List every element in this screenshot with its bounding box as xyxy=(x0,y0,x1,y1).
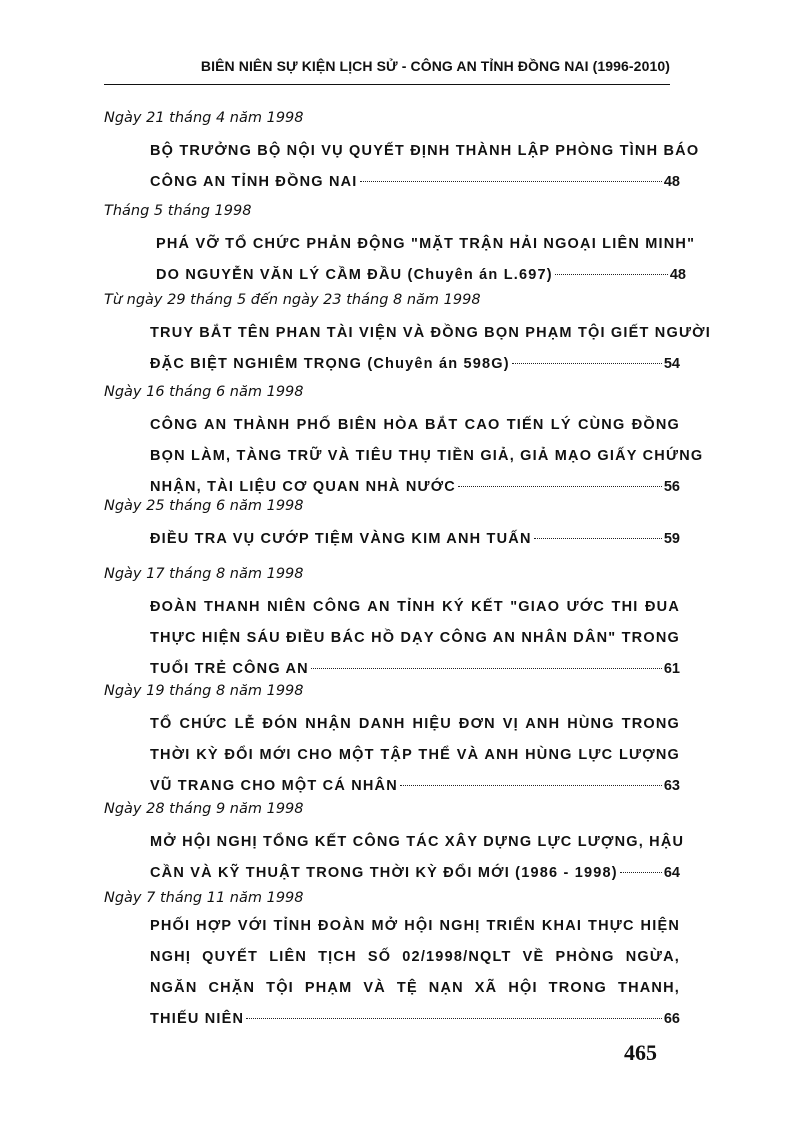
entry-title-line: ĐOÀN THANH NIÊN CÔNG AN TỈNH KÝ KẾT "GIAO ƯỚC THI ĐUA xyxy=(150,599,680,615)
entry-title-last-line: DO NGUYỄN VĂN LÝ CẦM ĐẦU (Chuyên án L.697) xyxy=(156,267,553,283)
entry-title-line: PHỐI HỢP VỚI TỈNH ĐOÀN MỞ HỘI NGHỊ TRIỂN KHAI THỰC HIỆN xyxy=(150,918,680,934)
page-number: 465 xyxy=(624,1040,657,1065)
toc-entry-link[interactable] xyxy=(150,174,680,190)
entry-title-last-line: VŨ TRANG CHO MỘT CÁ NHÂN xyxy=(150,778,398,794)
entry-title-last-line: NHẬN, TÀI LIỆU CƠ QUAN NHÀ NƯỚC xyxy=(150,479,456,495)
entry-page-number: 48 xyxy=(663,174,680,190)
entry-title-line: BỌN LÀM, TÀNG TRỮ VÀ TIÊU THỤ TIỀN GIẢ, GIẢ MẠO GIẤY CHỨNG xyxy=(150,448,704,464)
entry-page-number: 63 xyxy=(663,778,680,794)
entry-page-number: 66 xyxy=(663,1011,680,1027)
toc-entry-link[interactable] xyxy=(150,479,680,495)
entry-title-last-line: CÔNG AN TỈNH ĐỒNG NAI xyxy=(150,174,358,190)
entry-title-line: NGHỊ QUYẾT LIÊN TỊCH SỐ 02/1998/NQLT VỀ PHÒNG NGỪA, xyxy=(150,949,680,965)
toc-entry-link[interactable] xyxy=(150,661,680,677)
entry-title-line: TỔ CHỨC LỄ ĐÓN NHẬN DANH HIỆU ĐƠN VỊ ANH HÙNG TRONG xyxy=(150,716,680,732)
entry-date: Từ ngày 29 tháng 5 đến ngày 23 tháng 8 năm 1998 xyxy=(104,292,481,308)
toc-entry-link[interactable] xyxy=(150,531,680,547)
entry-date: Ngày 19 tháng 8 năm 1998 xyxy=(104,683,304,699)
entry-title-last-line: TUỔI TRẺ CÔNG AN xyxy=(150,661,309,677)
entry-page-number: 54 xyxy=(663,356,680,372)
toc-entry-link[interactable] xyxy=(156,267,686,283)
toc-entry-link[interactable] xyxy=(150,356,680,372)
entry-page-number: 64 xyxy=(663,865,680,881)
running-header: BIÊN NIÊN SỰ KIỆN LỊCH SỬ - CÔNG AN TỈNH ĐỒNG NAI (1996-2010) xyxy=(200,58,670,74)
entry-title-line: MỞ HỘI NGHỊ TỔNG KẾT CÔNG TÁC XÂY DỰNG LỰC LƯỢNG, HẬU xyxy=(150,834,685,850)
entry-date: Ngày 28 tháng 9 năm 1998 xyxy=(104,801,304,817)
entry-date: Ngày 16 tháng 6 năm 1998 xyxy=(104,384,304,400)
entry-date: Ngày 7 tháng 11 năm 1998 xyxy=(104,890,304,906)
entry-title-last-line: CẦN VÀ KỸ THUẬT TRONG THỜI KỲ ĐỔI MỚI (1986 - 1998) xyxy=(150,865,618,881)
entry-page-number: 61 xyxy=(663,661,680,677)
dot-leader xyxy=(534,538,662,539)
entry-page-number: 48 xyxy=(669,267,686,283)
entry-title-last-line: THIẾU NIÊN xyxy=(150,1011,245,1027)
entry-title-last-line: ĐẶC BIỆT NGHIÊM TRỌNG (Chuyên án 598G) xyxy=(150,356,510,372)
entry-date: Ngày 21 tháng 4 năm 1998 xyxy=(104,110,304,126)
entry-title-line: THỜI KỲ ĐỔI MỚI CHO MỘT TẬP THỂ VÀ ANH HÙNG LỰC LƯỢNG xyxy=(150,747,680,763)
entry-page-number: 59 xyxy=(663,531,680,547)
dot-leader xyxy=(246,1018,662,1019)
toc-entry-link[interactable] xyxy=(150,778,680,794)
entry-title-line: PHÁ VỠ TỔ CHỨC PHẢN ĐỘNG "MẶT TRẬN HẢI NGOẠI LIÊN MINH" xyxy=(156,236,696,252)
entry-title-last-line: ĐIỀU TRA VỤ CƯỚP TIỆM VÀNG KIM ANH TUẤN xyxy=(150,531,532,547)
dot-leader xyxy=(620,872,662,873)
dot-leader xyxy=(311,668,662,669)
entry-title-line: THỰC HIỆN SÁU ĐIỀU BÁC HỒ DẠY CÔNG AN NHÂN DÂN" TRONG xyxy=(150,630,680,646)
entry-title-line: BỘ TRƯỞNG BỘ NỘI VỤ QUYẾT ĐỊNH THÀNH LẬP PHÒNG TÌNH BÁO xyxy=(150,143,700,159)
entry-page-number: 56 xyxy=(663,479,680,495)
entry-date: Tháng 5 tháng 1998 xyxy=(104,203,252,219)
toc-entry-link[interactable] xyxy=(150,1011,680,1027)
entry-title-line: TRUY BẮT TÊN PHAN TÀI VIỆN VÀ ĐỒNG BỌN PHẠM TỘI GIẾT NGƯỜI xyxy=(150,325,711,341)
dot-leader xyxy=(458,486,662,487)
entry-date: Ngày 25 tháng 6 năm 1998 xyxy=(104,498,304,514)
toc-entry-link[interactable] xyxy=(150,865,680,881)
dot-leader xyxy=(360,181,662,182)
entry-title-line: CÔNG AN THÀNH PHỐ BIÊN HÒA BẮT CAO TIẾN LÝ CÙNG ĐỒNG xyxy=(150,417,680,433)
dot-leader xyxy=(400,785,662,786)
dot-leader xyxy=(555,274,668,275)
dot-leader xyxy=(512,363,662,364)
entry-date: Ngày 17 tháng 8 năm 1998 xyxy=(104,566,304,582)
entry-title-line: NGĂN CHẶN TỘI PHẠM VÀ TỆ NẠN XÃ HỘI TRONG THANH, xyxy=(150,980,680,996)
